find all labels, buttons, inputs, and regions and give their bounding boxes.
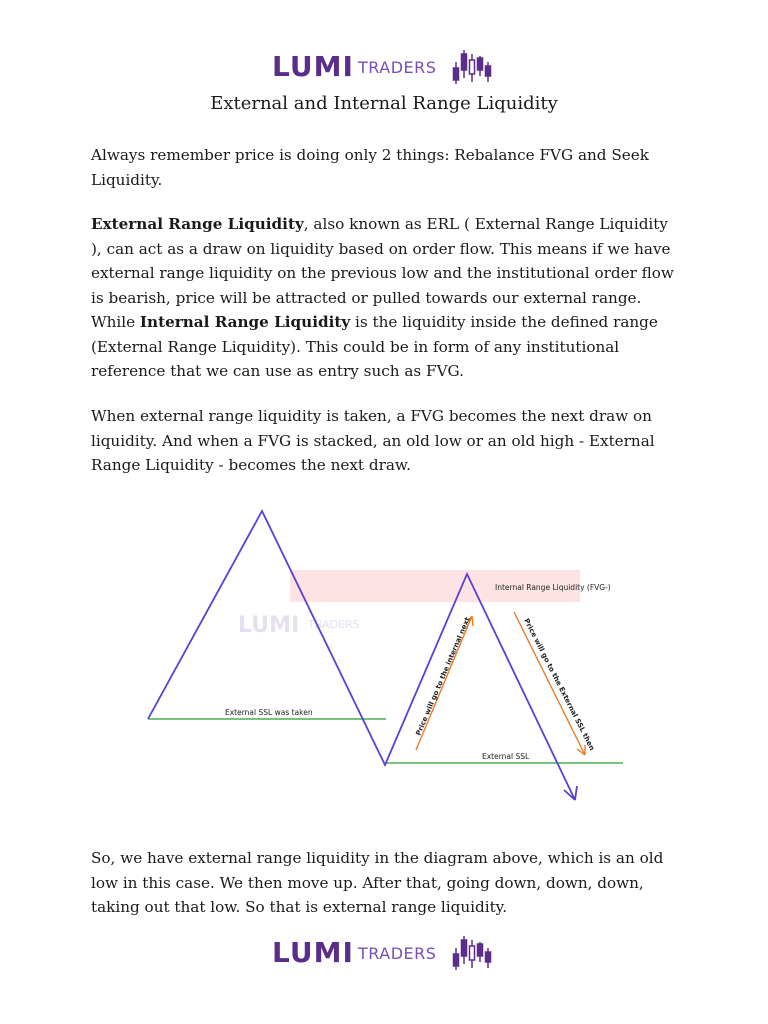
bold-irl: Internal Range Liquidity [139,313,351,331]
paragraph-conclusion: So, we have external range liquidity in the diagram above, which is an old low in this case. We then move up. After that, going down, down, down, taking out that low. So that is external range liquidity. [91,849,664,916]
erl-text-2: is the liquidity inside the defined range (External Range Liquidity). This could be in form of any institutional reference that we can use as entry such as FVG. [91,313,658,380]
paragraph-erl [91,212,681,384]
logo-traders-text: TRADERS [358,58,437,77]
watermark-traders: TRADERS [308,618,360,631]
candlestick-icon [452,48,496,84]
label-irl: Internal Range Liquidity (FVG-) [495,583,611,592]
page-title: External and Internal Range Liquidity [210,93,558,114]
label-up: Price will go to the internal next [414,615,472,737]
label-ssl: External SSL [482,752,530,761]
logo-lumi-text: LUMI [272,936,354,969]
footer-logo [0,934,768,974]
label-ssl-taken: External SSL was taken [225,708,313,717]
header-logo [0,48,768,88]
arrow-down [514,612,585,755]
liquidity-diagram [130,500,640,820]
paragraph-intro: Always remember price is doing only 2 things: Rebalance FVG and Seek Liquidity. [91,146,649,189]
logo-lumi-text: LUMI [272,50,354,83]
watermark-lumi: LUMI [238,613,300,638]
label-down: Price will go to the External SSL then [522,617,597,752]
price-arrowhead [564,786,577,800]
paragraph-draw: When external range liquidity is taken, a FVG becomes the next draw on liquidity. And when a FVG is stacked, an old low or an old high - External Range Liquidity - becomes the next draw. [91,407,655,474]
candlestick-icon [452,934,496,970]
bold-erl: External Range Liquidity [91,215,304,233]
erl-text-1: , also known as ERL ( External Range Liquidity ), can act as a draw on liquidity based on order flow. This means if we have external range liquidity on the previous low and the institutional order flow is bearish, price will be attracted or pulled towards our external range. While [91,215,674,331]
logo-traders-text: TRADERS [358,944,437,963]
